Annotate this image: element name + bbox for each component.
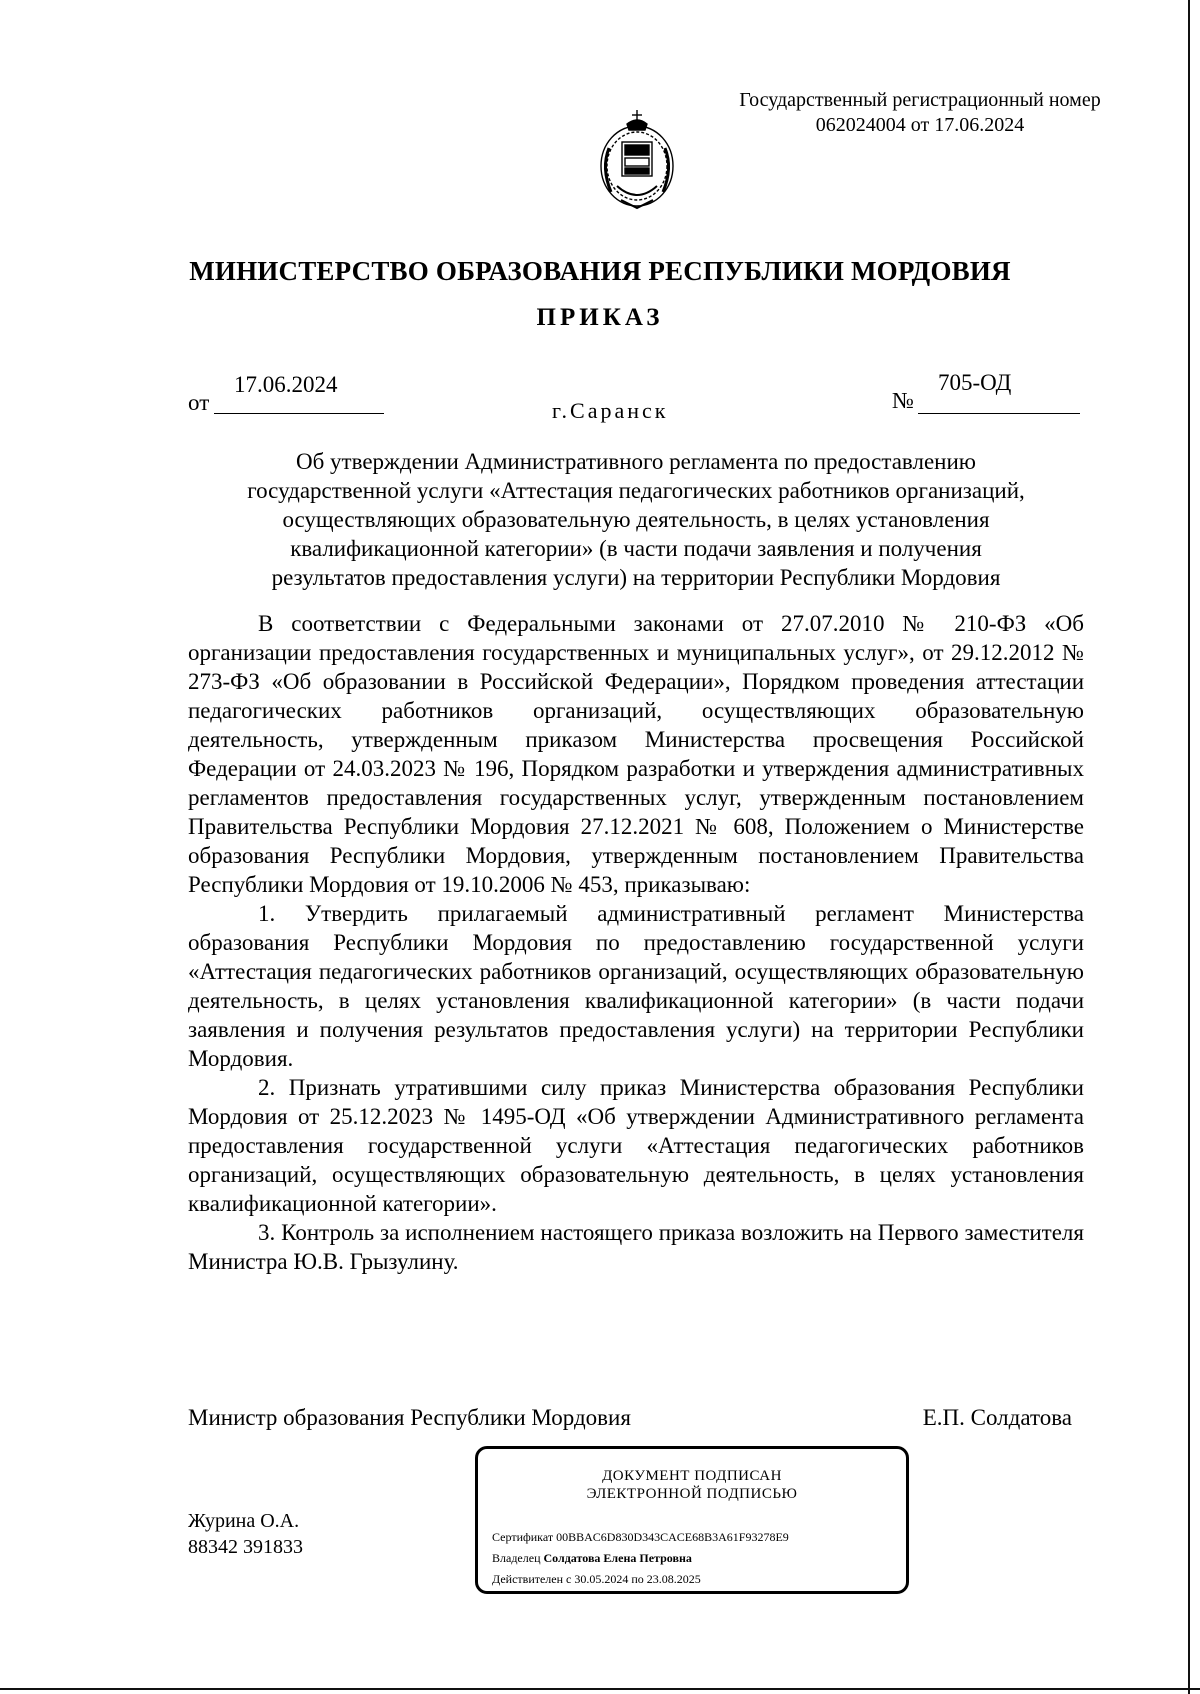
owner-value: Солдатова Елена Петровна <box>543 1551 692 1565</box>
date-label: от <box>188 390 210 415</box>
order-subject <box>196 447 1076 592</box>
subject-line: государственной услуги «Аттестация педагогических работников организаций, <box>247 478 1025 503</box>
scan-edge-bottom <box>0 1688 1200 1690</box>
order-heading: ПРИКАЗ <box>536 304 664 331</box>
owner-label: Владелец <box>492 1551 541 1565</box>
clause-2: 2. Признать утратившими силу приказ Министерства образования Республики Мордовия от 25.12.2023 № 1495-ОД «Об утверждении Административного регламента предоставления государственной услуги «Аттестация педагогических работников организаций, осуществляющих образовательную деятельность, в целях установления квалификационной категории». <box>188 1075 1084 1216</box>
order-city: г.Саранск <box>552 398 669 423</box>
executor-name: Журина О.А. <box>188 1510 300 1532</box>
validity-label: Действителен <box>492 1572 564 1586</box>
signatory-name: Е.П. Солдатова <box>922 1405 1072 1430</box>
executor-phone: 88342 391833 <box>188 1536 303 1558</box>
preamble-paragraph: В соответствии с Федеральными законами от 27.07.2010 № 210-ФЗ «Об организации предоставления государственных и муниципальных услуг», от 29.12.2012 № 273-ФЗ «Об образовании в Российской Федерации», Порядком проведения аттестации педагогических работников организаций, осуществляющих образовательную деятельность, утвержденным приказом Министерства просвещения Российской Федерации от 24.03.2023 № 196, Порядком разработки и утверждения административных регламентов предоставления государственных услуг, утвержденным постановлением Правительства Республики Мордовия 27.12.2021 № 608, Положением о Министерстве образования Республики Мордовия, утвержденным постановлением Правительства Республики Мордовия от 19.10.2006 № 453, приказываю: <box>188 611 1084 897</box>
number-underline <box>918 413 1080 414</box>
ministry-title: МИНИСТЕРСТВО ОБРАЗОВАНИЯ РЕСПУБЛИКИ МОРДОВИЯ <box>189 256 1011 286</box>
registration-line-2: 062024004 от 17.06.2024 <box>815 114 1025 136</box>
stamp-heading-line-2: ЭЛЕКТРОННОЙ ПОДПИСЬЮ <box>586 1486 798 1502</box>
order-body <box>188 609 1084 1276</box>
stamp-validity <box>492 1569 902 1590</box>
stamp-heading-line-1: ДОКУМЕНТ ПОДПИСАН <box>602 1468 782 1484</box>
subject-line: осуществляющих образовательную деятельность, в целях установления <box>282 507 990 532</box>
registration-line-1: Государственный регистрационный номер <box>739 89 1101 111</box>
stamp-heading <box>478 1467 906 1503</box>
clause-1: 1. Утвердить прилагаемый административный регламент Министерства образования Республики Мордовия по предоставлению государственной услуги «Аттестация педагогических работников организаций, осуществляющих образовательную деятельность, в целях установления квалификационной категории» (в части подачи заявления и получения результатов предоставления услуги) на территории Республики Мордовия. <box>188 901 1084 1071</box>
stamp-certificate <box>492 1527 902 1548</box>
subject-line: результатов предоставления услуги) на территории Республики Мордовия <box>271 565 1001 590</box>
certificate-label: Сертификат <box>492 1530 554 1544</box>
signatory-position: Министр образования Республики Мордовия <box>188 1405 631 1430</box>
electronic-signature-stamp <box>475 1446 909 1594</box>
validity-to-label: по <box>631 1572 644 1586</box>
date-underline <box>214 413 384 414</box>
executor-block <box>188 1508 303 1560</box>
valid-to: 23.08.2025 <box>646 1572 701 1586</box>
subject-line: Об утверждении Административного регламента по предоставлению <box>296 449 976 474</box>
scan-edge-right <box>1188 0 1190 1694</box>
number-label: № <box>892 388 914 413</box>
certificate-value: 00BBAC6D830D343CACE68B3A61F93278E9 <box>556 1530 789 1544</box>
clause-3: 3. Контроль за исполнением настоящего приказа возложить на Первого заместителя Министра Ю.В. Грызулину. <box>188 1220 1084 1274</box>
subject-line: квалификационной категории» (в части подачи заявления и получения <box>290 536 982 561</box>
order-number: 705-ОД <box>938 370 1012 395</box>
order-date-line <box>0 0 1200 440</box>
stamp-details <box>492 1527 902 1590</box>
validity-from-label: с <box>566 1572 572 1586</box>
order-date: 17.06.2024 <box>234 372 338 397</box>
valid-from: 30.05.2024 <box>574 1572 629 1586</box>
stamp-owner <box>492 1548 902 1569</box>
